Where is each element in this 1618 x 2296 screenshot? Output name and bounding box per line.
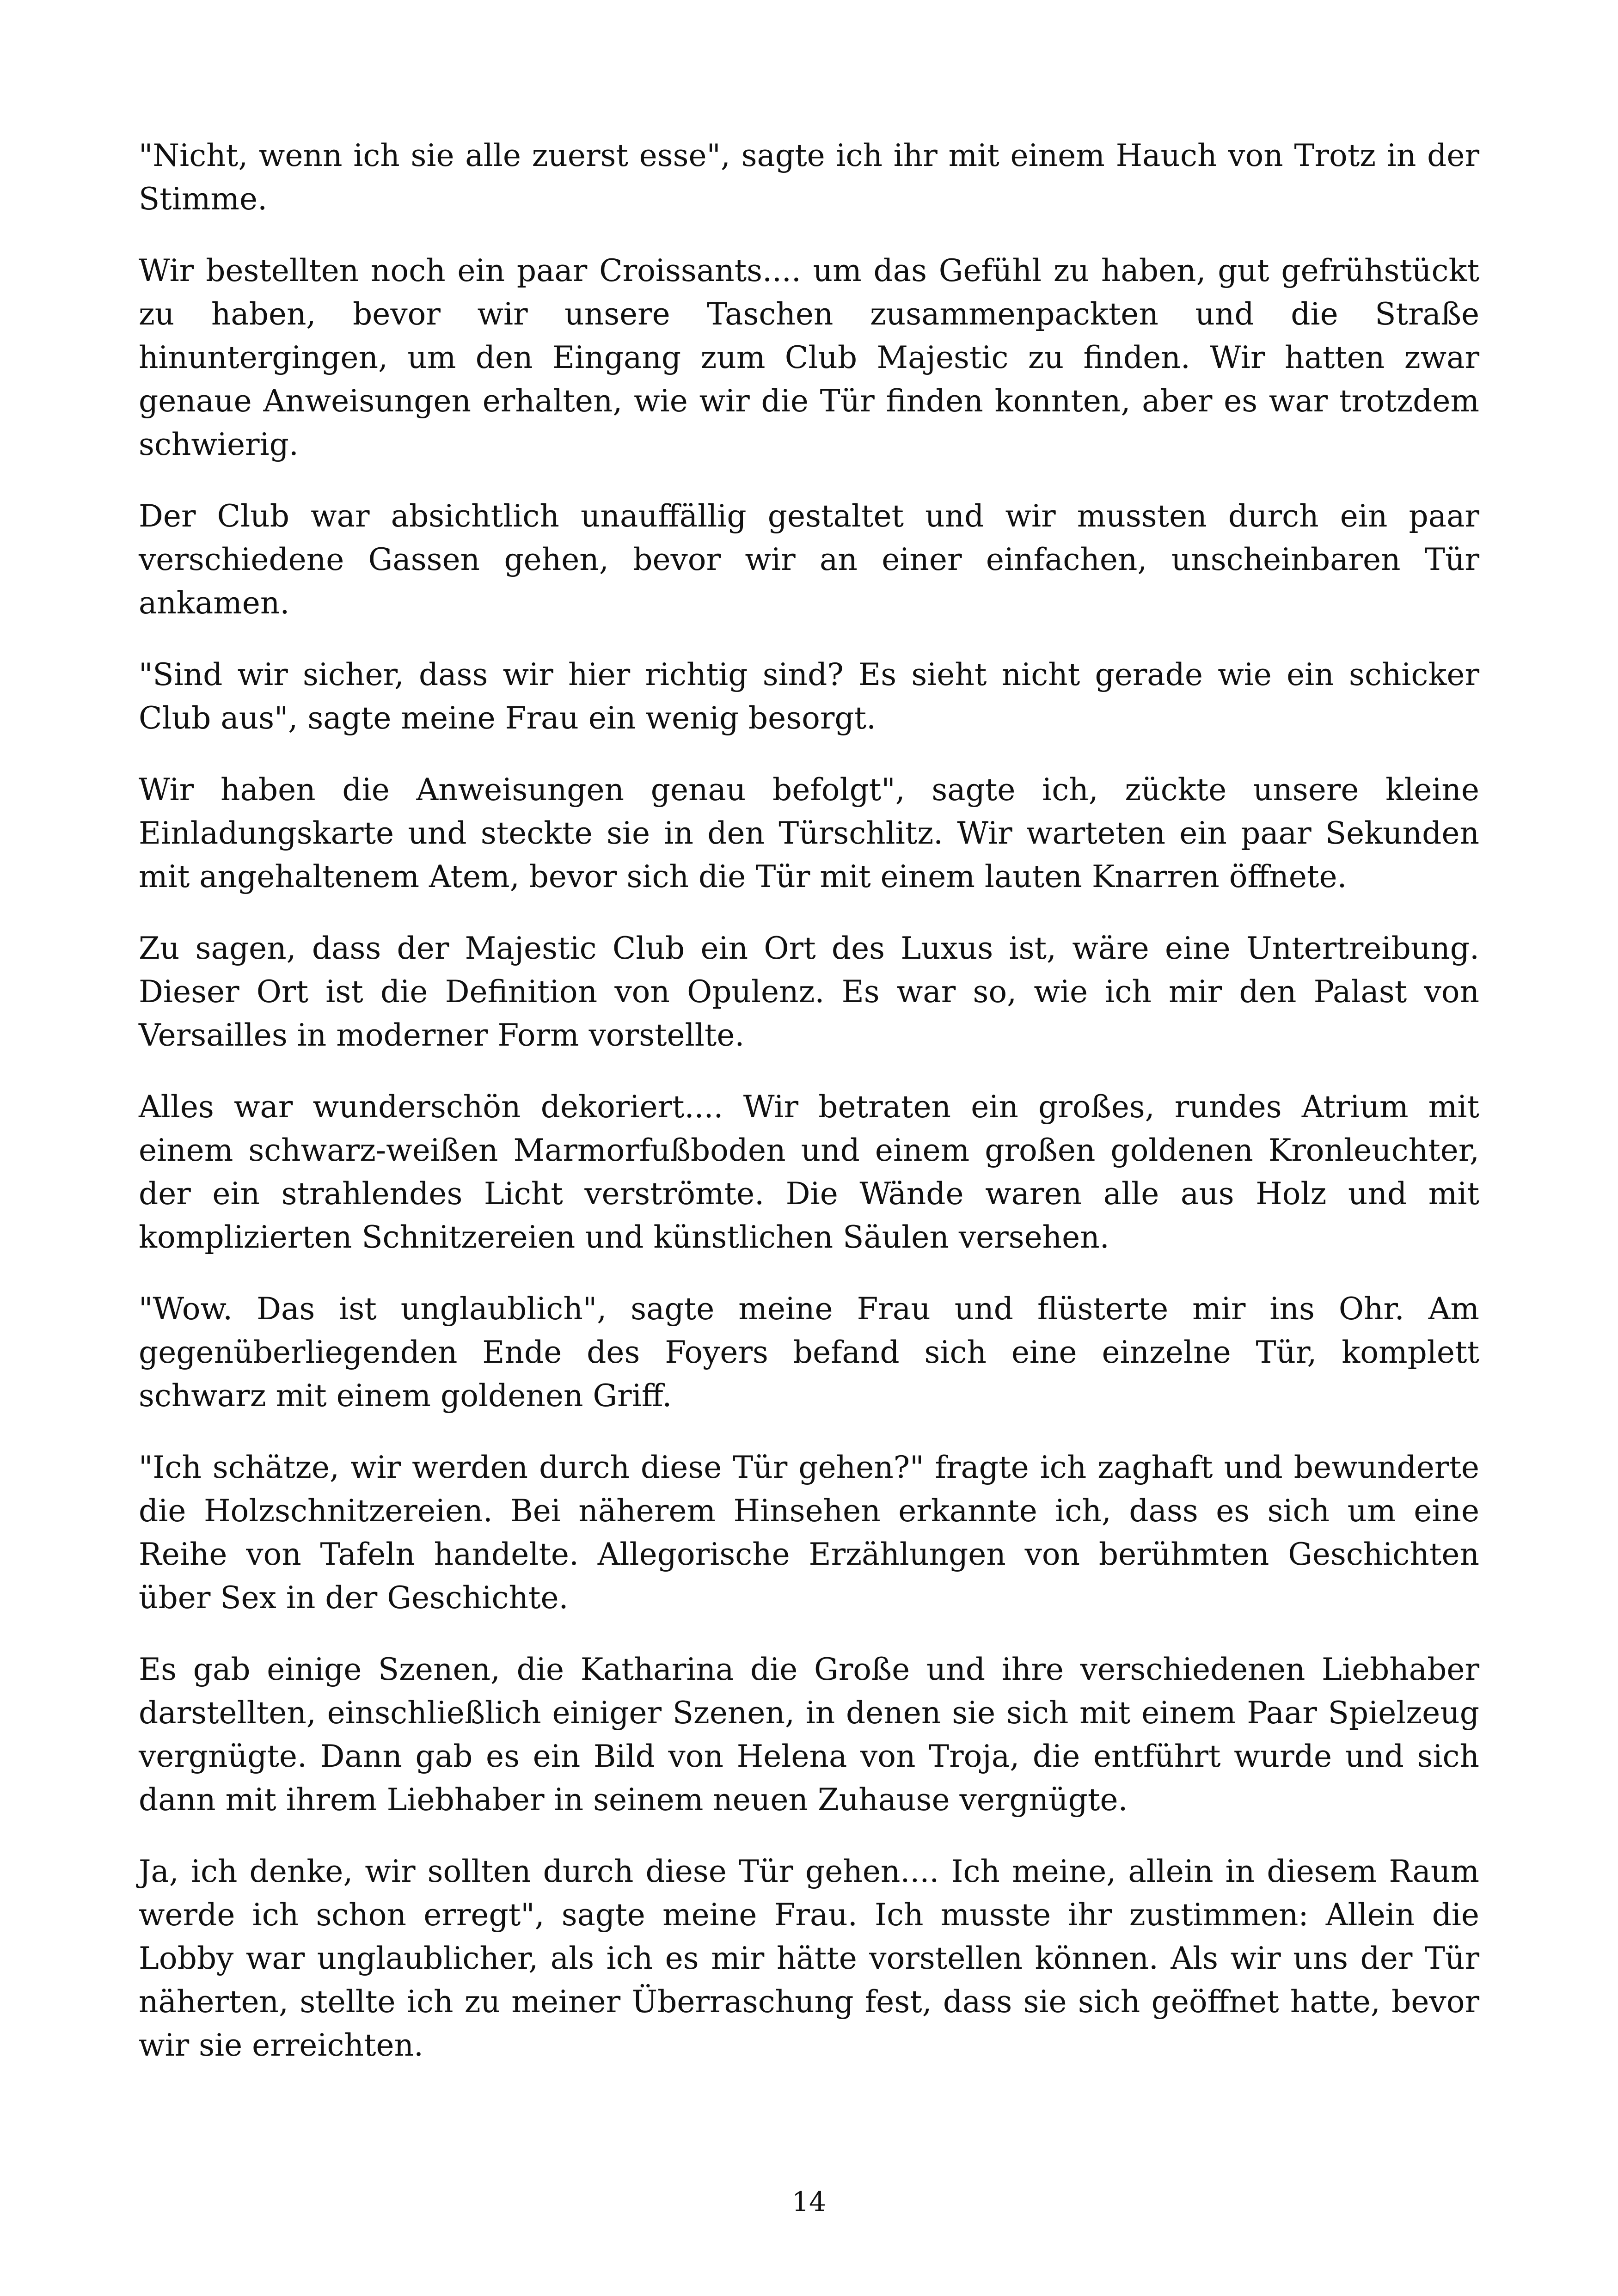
- paragraph: Zu sagen, dass der Majestic Club ein Ort des Luxus ist, wäre eine Untertreibung. Dieser Ort ist die Definition von Opulenz. Es war so, wie ich mir den Palast von Versailles in moderner Form vorstellte.: [139, 931, 1479, 1053]
- paragraph: Wir haben die Anweisungen genau befolgt", sagte ich, zückte unsere kleine Einladungskarte und steckte sie in den Türschlitz. Wir warteten ein paar Sekunden mit angehaltenem Atem, bevor sich die Tür mit einem lauten Knarren öffnete.: [139, 772, 1479, 894]
- paragraph: Ja, ich denke, wir sollten durch diese Tür gehen.... Ich meine, allein in diesem Raum werde ich schon erregt", sagte meine Frau. Ich musste ihr zustimmen: Allein die Lobby war unglaublicher, als ich es mir hätte vorstellen können. Als wir uns der Tür näherten, stellte ich zu meiner Überraschung fest, dass sie sich geöffnet hatte, bevor wir sie erreichten.: [139, 1854, 1479, 2063]
- paragraph: Es gab einige Szenen, die Katharina die Große und ihre verschiedenen Liebhaber darstellten, einschließlich einiger Szenen, in denen sie sich mit einem Paar Spielzeug vergnügte. Dann gab es ein Bild von Helena von Troja, die entführt wurde und sich dann mit ihrem Liebhaber in seinem neuen Zuhause vergnügte.: [139, 1652, 1479, 1818]
- page-number: 14: [792, 2186, 826, 2217]
- paragraph: Der Club war absichtlich unauffällig gestaltet und wir mussten durch ein paar verschiedene Gassen gehen, bevor wir an einer einfachen, unscheinbaren Tür ankamen.: [139, 498, 1479, 621]
- paragraph: "Nicht, wenn ich sie alle zuerst esse", sagte ich ihr mit einem Hauch von Trotz in der Stimme.: [139, 138, 1479, 217]
- paragraph: Wir bestellten noch ein paar Croissants.... um das Gefühl zu haben, gut gefrühstückt zu haben, bevor wir unsere Taschen zusammenpackten und die Straße hinuntergingen, um den Eingang zum Club Majestic zu finden. Wir hatten zwar genaue Anweisungen erhalten, wie wir die Tür finden konnten, aber es war trotzdem schwierig.: [139, 253, 1479, 462]
- document-body: [139, 134, 1479, 2095]
- paragraph: "Ich schätze, wir werden durch diese Tür gehen?" fragte ich zaghaft und bewunderte die Holzschnitzereien. Bei näherem Hinsehen erkannte ich, dass es sich um eine Reihe von Tafeln handelte. Allegorische Erzählungen von berühmten Geschichten über Sex in der Geschichte.: [139, 1450, 1479, 1616]
- paragraph: Alles war wunderschön dekoriert.... Wir betraten ein großes, rundes Atrium mit einem schwarz-weißen Marmorfußboden und einem großen goldenen Kronleuchter, der ein strahlendes Licht verströmte. Die Wände waren alle aus Holz und mit komplizierten Schnitzereien und künstlichen Säulen versehen.: [139, 1089, 1479, 1255]
- paragraph: "Wow. Das ist unglaublich", sagte meine Frau und flüsterte mir ins Ohr. Am gegenüberliegenden Ende des Foyers befand sich eine einzelne Tür, komplett schwarz mit einem goldenen Griff.: [139, 1291, 1479, 1414]
- paragraph: "Sind wir sicher, dass wir hier richtig sind? Es sieht nicht gerade wie ein schicker Club aus", sagte meine Frau ein wenig besorgt.: [139, 657, 1479, 736]
